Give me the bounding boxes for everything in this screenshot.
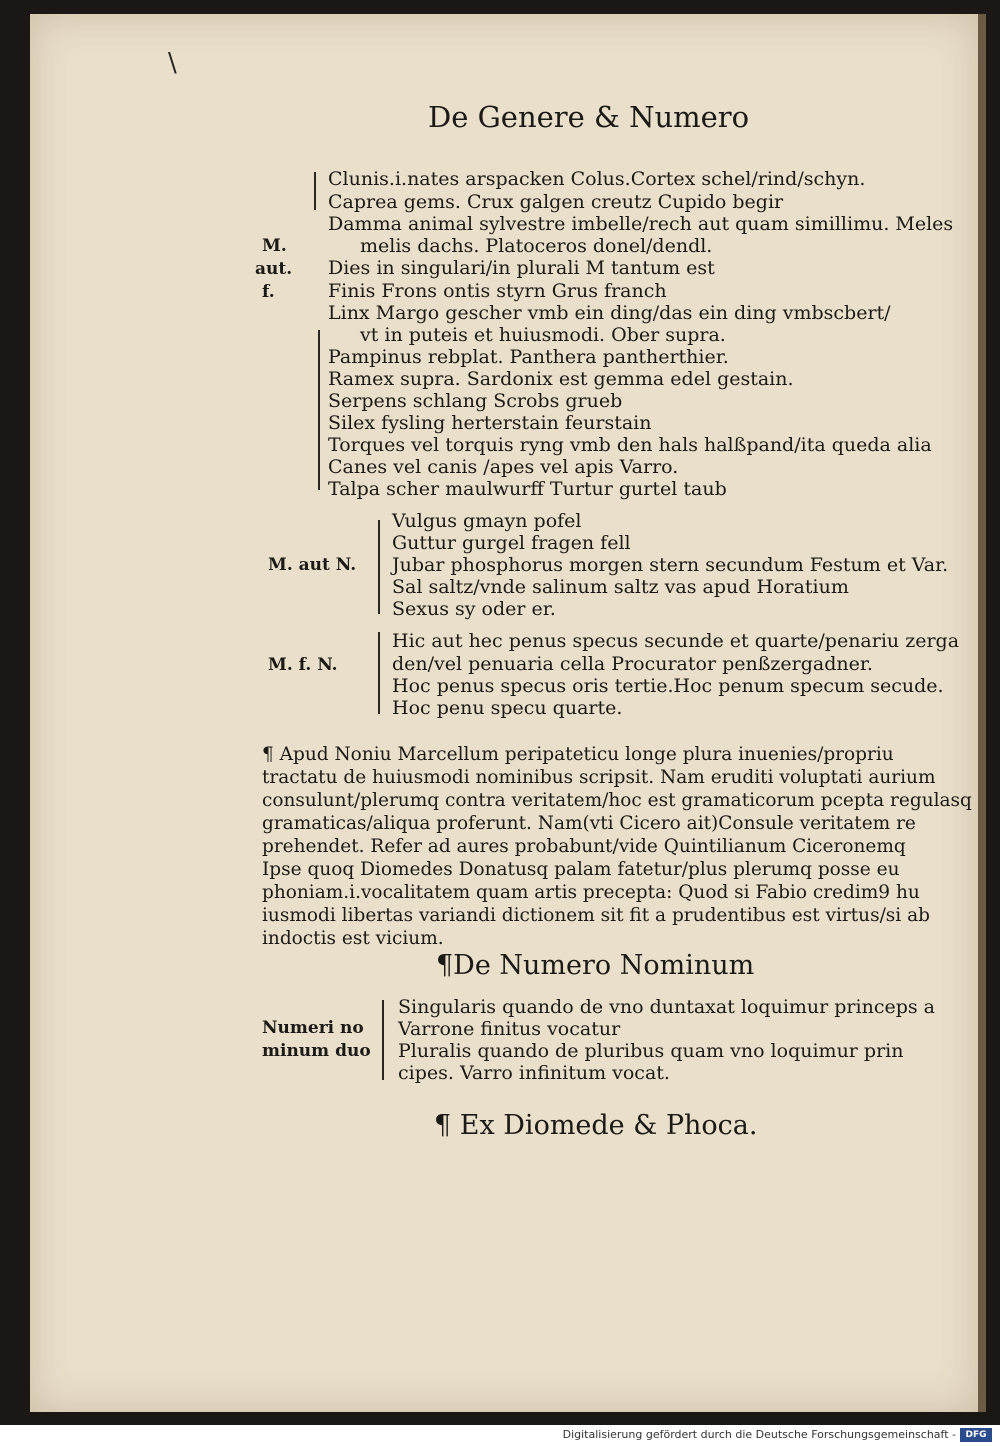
list-line: Linx Margo gescher vmb ein ding/das ein ding vmbscbert/: [328, 302, 891, 324]
margin-label-m: M.: [262, 236, 287, 256]
paragraph-line: tractatu de huiusmodi nominibus scripsit. Nam eruditi voluptati aurium: [262, 767, 936, 788]
brace-bar: [382, 1000, 384, 1080]
paragraph-line: Ipse quoq Diomedes Donatusq palam fatetur/plus plerumq posse eu: [262, 859, 900, 880]
list-line: Ramex supra. Sardonix est gemma edel gestain.: [328, 368, 794, 390]
margin-label-minum: minum duo: [262, 1041, 371, 1061]
mn-line: Guttur gurgel fragen fell: [392, 532, 631, 554]
page-edge: [978, 14, 986, 1412]
paragraph-line: phoniam.i.vocalitatem quam artis precepta: Quod si Fabio credim9 hu: [262, 882, 920, 903]
numeri-line: Pluralis quando de pluribus quam vno loquimur prin: [398, 1040, 904, 1062]
numeri-line: cipes. Varro infinitum vocat.: [398, 1062, 670, 1084]
section-heading-diomede: ¶ Ex Diomede & Phoca.: [434, 1110, 758, 1141]
margin-label-aut: aut.: [255, 259, 293, 279]
brace-bar: [378, 632, 380, 714]
margin-label-numeri: Numeri no: [262, 1018, 364, 1038]
list-line: Torques vel torquis ryng vmb den hals halßpand/ita queda alia: [328, 434, 932, 456]
page-mark: \: [168, 48, 177, 78]
list-line: Clunis.i.nates arspacken Colus.Cortex schel/rind/schyn.: [328, 168, 866, 190]
list-line: Finis Frons ontis styrn Grus franch: [328, 280, 667, 302]
paragraph-line: indoctis est vicium.: [262, 928, 444, 949]
paragraph-line: prehendet. Refer ad aures probabunt/vide Quintilianum Ciceronemq: [262, 836, 906, 857]
bracket-bar: [318, 330, 320, 490]
list-line: Caprea gems. Crux galgen creutz Cupido begir: [328, 191, 784, 213]
paragraph-line: ¶ Apud Noniu Marcellum peripateticu longe plura inuenies/propriu: [262, 744, 894, 765]
list-line: Damma animal sylvestre imbelle/rech aut quam simillimu. Meles: [328, 213, 954, 235]
list-line: Silex fysling herterstain feurstain: [328, 412, 652, 434]
margin-label-f: f.: [262, 282, 275, 302]
paragraph-line: consulunt/plerumq contra veritatem/hoc est gramaticorum pcepta regulasq: [262, 790, 972, 811]
mfn-line: Hoc penus specus oris tertie.Hoc penum specum secude.: [392, 675, 944, 697]
margin-label-m-f-n: M. f. N.: [268, 655, 338, 675]
bracket-bar: [314, 172, 316, 210]
list-line: Dies in singulari/in plurali M tantum est: [328, 257, 715, 279]
mfn-line: Hoc penu specu quarte.: [392, 697, 623, 719]
list-line: Canes vel canis /apes vel apis Varro.: [328, 456, 679, 478]
numeri-line: Varrone finitus vocatur: [398, 1018, 621, 1040]
list-line: Serpens schlang Scrobs grueb: [328, 390, 623, 412]
footer-bar: [0, 1425, 1000, 1446]
section-heading-numero: ¶De Numero Nominum: [436, 950, 755, 981]
margin-label-m-aut-n: M. aut N.: [268, 555, 357, 575]
list-line: vt in puteis et huiusmodi. Ober supra.: [360, 324, 726, 346]
page-title: De Genere & Numero: [428, 100, 750, 134]
mfn-line: Hic aut hec penus specus secunde et quarte/penariu zerga: [392, 630, 960, 652]
paragraph-line: gramaticas/aliqua proferunt. Nam(vti Cicero ait)Consule veritatem re: [262, 813, 916, 834]
paragraph-line: iusmodi libertas variandi dictionem sit fit a prudentibus est virtus/si ab: [262, 905, 930, 926]
mn-line: Vulgus gmayn pofel: [392, 510, 582, 532]
dfg-logo: DFG: [960, 1428, 992, 1442]
footer-credit: Digitalisierung gefördert durch die Deutsche Forschungsgemeinschaft -: [562, 1428, 956, 1441]
mn-line: Jubar phosphorus morgen stern secundum Festum et Var.: [392, 554, 949, 576]
list-line: Talpa scher maulwurff Turtur gurtel taub: [328, 478, 727, 500]
mn-line: Sexus sy oder er.: [392, 598, 556, 620]
numeri-line: Singularis quando de vno duntaxat loquimur princeps a: [398, 996, 935, 1018]
list-line: Pampinus rebplat. Panthera pantherthier.: [328, 346, 729, 368]
brace-bar: [378, 520, 380, 614]
list-line: melis dachs. Platoceros donel/dendl.: [360, 235, 713, 257]
mfn-line: den/vel penuaria cella Procurator penßzergadner.: [392, 653, 873, 675]
mn-line: Sal saltz/vnde salinum saltz vas apud Horatium: [392, 576, 849, 598]
